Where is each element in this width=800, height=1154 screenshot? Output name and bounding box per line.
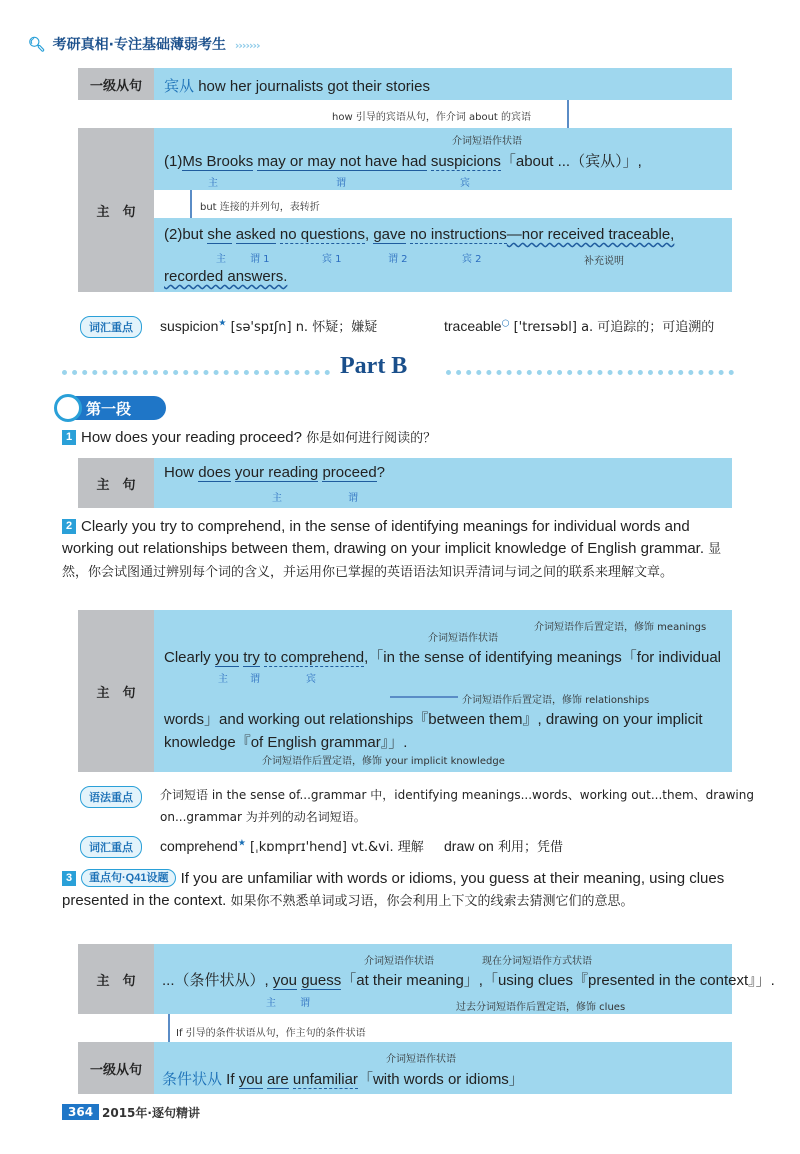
- label-subject: 主: [266, 998, 276, 1009]
- vocab-draw-on: draw on 利用；凭借: [444, 838, 563, 855]
- note-object-clause: how 引导的宾语从句，作介词 about 的宾语: [332, 112, 532, 123]
- grammar-text-2: on...grammar 为并列的动名词短语。: [160, 810, 366, 824]
- magnifier-icon: 🔍︎: [28, 37, 46, 53]
- partb-divider-right: [446, 370, 734, 375]
- label-subject: 主: [272, 493, 282, 504]
- label-object-2: 宾 2: [462, 254, 482, 265]
- note-supplement: 补充说明: [584, 256, 624, 267]
- magnifier-icon: [54, 394, 82, 422]
- note-prep-adverbial: 介词短语作状语: [428, 633, 498, 644]
- q3-sub-clause-sentence: 条件状从 If you are unfamiliar「with words or idioms」: [162, 1071, 524, 1088]
- note-modifies-knowledge: 介词短语作后置定语，修饰 your implicit knowledge: [262, 756, 505, 767]
- q1-analysis-sentence: How does your reading proceed?: [164, 464, 386, 481]
- label-subject: 主: [208, 178, 218, 189]
- label-predicate-2: 谓 2: [388, 254, 408, 265]
- note-prep-adverbial: 介词短语作状语: [452, 136, 522, 147]
- but-connector-line: [190, 190, 192, 218]
- label-object: 宾: [460, 178, 470, 189]
- label-subject: 主: [218, 674, 228, 685]
- note-prep-adverbial: 介词短语作状语: [386, 1054, 456, 1065]
- q2-analysis-line-1: Clearly you try to comprehend,「in the sense of identifying meanings「for individual: [164, 649, 722, 666]
- sentence-1-paragraph: 1 How does your reading proceed? 你是如何进行阅读的？: [62, 427, 734, 450]
- note-but: but 连接的并列句，表转折: [200, 202, 320, 213]
- key-sentence-tag: 重点句·Q41设题: [81, 869, 176, 887]
- connector-line: [168, 1014, 170, 1042]
- note-modifies-clues: 过去分词短语作后置定语，修饰 clues: [456, 1002, 626, 1013]
- main-clause-label: 主 句: [78, 128, 154, 292]
- label-predicate-1: 谓 1: [250, 254, 270, 265]
- label-subject: 主: [216, 254, 226, 265]
- sentence-2-paragraph: 2 Clearly you try to comprehend, in the sense of identifying meanings for individual words and working out relationships between them, drawing on your implicit knowledge of English grammar. 显然，你会试图通过辨别每个词的含义，并运用你已掌握的英语语法知识弄清词与词之间的联系来理解文章。: [62, 518, 722, 580]
- vocab-suspicion: suspicion★ [sə'spɪʃn] n. 怀疑；嫌疑: [160, 318, 378, 335]
- note-manner-adverbial: 现在分词短语作方式状语: [482, 956, 592, 967]
- sentence-2: (2)but she asked no questions, gave no instructions—nor received traceable,: [164, 226, 675, 243]
- book-title: 2015年·逐句精讲: [102, 1106, 200, 1120]
- label-predicate: 谓: [348, 493, 358, 504]
- note-prep-adverbial: 介词短语作状语: [364, 956, 434, 967]
- q3-analysis-sentence: ...（条件状从）, you guess「at their meaning」,「using clues『presented in the context』」.: [162, 972, 775, 989]
- page-header: [28, 34, 260, 54]
- arrow-line: [390, 696, 458, 698]
- sub-clause-label: 一级从句: [78, 1042, 154, 1094]
- sentence-1: (1)Ms Brooks may or may not have had suspicions「about ...（宾从）」,: [164, 153, 642, 170]
- grammar-tag: 语法重点: [80, 786, 142, 808]
- q2-analysis-line-2: words」and working out relationships『between them』, drawing on your implicit: [164, 711, 703, 728]
- sentence-3-paragraph: 3 重点句·Q41设题 If you are unfamiliar with words or idioms, you guess at their meaning, using clues presented in the context. 如果你不熟悉单词或习语，你会利用上下文的线索去猜测它们的意思。: [62, 870, 725, 909]
- header-title: 考研真相·专注基础薄弱考生: [52, 37, 226, 53]
- label-predicate: 谓: [250, 674, 260, 685]
- partb-divider-left: [62, 370, 330, 375]
- label-object: 宾: [306, 674, 316, 685]
- sentence-2-line-2: recorded answers.: [164, 268, 288, 285]
- header-arrows: ›››››››: [234, 39, 260, 52]
- note-if-clause: If 引导的条件状语从句，作主句的条件状语: [176, 1028, 366, 1039]
- vocab-tag: 词汇重点: [80, 316, 142, 338]
- main-clause-label: 主 句: [78, 610, 154, 772]
- sub-clause-sentence: 宾从 how her journalists got their stories: [164, 78, 430, 95]
- q2-analysis-line-3: knowledge『of English grammar』」.: [164, 734, 408, 751]
- label-predicate: 谓: [336, 178, 346, 189]
- main-clause-label: 主 句: [78, 458, 154, 508]
- part-b-title: Part B: [340, 353, 408, 379]
- label-object-1: 宾 1: [322, 254, 342, 265]
- grammar-text-1: 介词短语 in the sense of...grammar 中，identifying meanings...words、working out...them、drawing: [160, 788, 754, 802]
- note-modifies-meanings: 介词短语作后置定语，修饰 meanings: [534, 622, 707, 633]
- page-number: 364: [62, 1104, 99, 1120]
- main-clause-label: 主 句: [78, 944, 154, 1014]
- note-modifies-relationships: 介词短语作后置定语，修饰 relationships: [462, 695, 650, 706]
- vocab-tag: 词汇重点: [80, 836, 142, 858]
- vocab-comprehend: comprehend★ [ˌkɒmprɪ'hend] vt.&vi. 理解: [160, 838, 424, 855]
- sub-clause-label: 一级从句: [78, 68, 154, 100]
- paragraph-heading: 第一段: [60, 396, 166, 420]
- label-predicate: 谓: [300, 998, 310, 1009]
- vocab-traceable: traceable○ ['treɪsəbl] a. 可追踪的；可追溯的: [444, 318, 715, 335]
